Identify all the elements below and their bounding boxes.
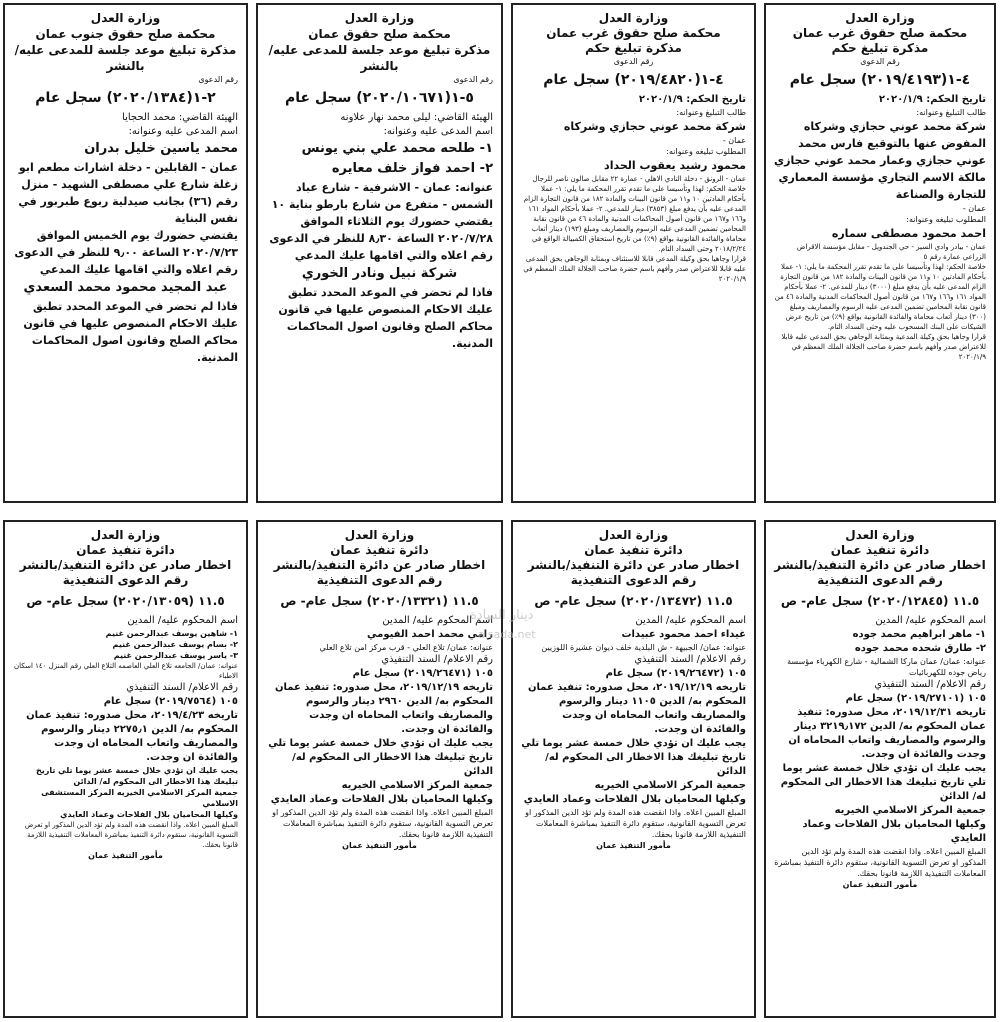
closing-text: المبلغ المبين اعلاه. واذا انقضت هذه المدة ولم تؤد الدين المذكور او تعرض التسوية القانونية، ستقوم دائرة التنفيذ بمباشرة المعاملات التنفيذية اللازمة قانونا بحقك. [24, 821, 238, 849]
case-label: رقم الدعوى التنفيذية [62, 573, 189, 587]
case-label: رقم الدعوى [198, 75, 238, 84]
officer: مأمور التنفيذ عمان [842, 880, 918, 889]
warning-text: يجب عليك ان تؤدي خلال خمسة عشر يوما تلي تاريخ تبليغك هذا الاخطار الى المحكوم له/ الدائن [521, 738, 746, 777]
ref-number: ١٠٥ (٢٠١٩/٧٥٦٤) سجل عام [103, 696, 238, 707]
creditor-name: جمعية المركز الاسلامي الخيريه [834, 805, 986, 816]
warning-text: يجب عليك ان تؤدي خلال خمسة عشر يوما تلي تاريخ تبليغك هذا الاخطار الى المحكوم له/ الدائن [268, 738, 493, 777]
notice-judgment-west-amman-1 [764, 3, 996, 503]
notice-subject: مذكرة تبليغ موعد جلسة للمدعى عليه/بالنشر [268, 43, 491, 73]
judgment-footer: قرارا وجاهيا بحق وكيلة المدعي قابلا للاستئناف وبمثابة الوجاهي بحق المدعى عليه قابلا للاعتراض صدر وأفهم باسم حضرة صاحب الجلالة الملك المعظم في ٢٠٢٠/١/٩ [523, 255, 746, 283]
notified-label: المطلوب تبليغه وعنوانه: [906, 215, 986, 224]
case-number: ٢-١(٢٠٢٠/١٣٨٤) سجل عام [35, 90, 216, 106]
watermark-arabic: دينار السادة [470, 608, 534, 623]
closing-text: المبلغ المبين اعلاه. واذا انقضت هذه المدة ولم تؤد الدين المذكور او تعرض التسوية القانونية، ستقوم دائرة التنفيذ بمباشرة المعاملات التنفيذية اللازمة قانونا بحقك. [774, 847, 986, 878]
debt-details: تاريخه ٢٠١٩/١٢/١٩، محل صدوره: تنفيذ عمان المحكوم به/ الدين ٢٩٦٠ دينار والرسوم والمصاريف واتعاب المحاماه ان وجدت والفائدة ان وجدت. [274, 682, 493, 735]
case-number: ١١.٥ (٢٠٢٠/١٣٣٢١) سجل عام- ص [280, 594, 479, 608]
requesting-party: شركة محمد عوني حجازي وشركاه المفوض عنها بالتوقيع فارس محمد عوني حجازي وعمار محمد عوني حجازي مالكة الاسم التجاري مؤسسة المعماري للتجارة والصناعة [774, 120, 986, 201]
ministry-title: وزارة العدل [598, 11, 669, 25]
debtor-name: غيداء احمد محمود عبيدات [621, 629, 746, 640]
department-name: دائرة تنفيذ عمان [584, 543, 683, 557]
ref-label: رقم الاعلام/ السند التنفيذي [381, 654, 493, 665]
case-label: رقم الدعوى التنفيذية [316, 573, 443, 587]
ministry-title: وزارة العدل [845, 11, 915, 25]
case-label: رقم الدعوى التنفيذية [570, 573, 697, 587]
case-number: ١١.٥ (٢٠٢٠/١٣٠٥٩) سجل عام- ص [26, 594, 225, 608]
notified-address: عمان - الرونق - دخلة النادي الاهلي - عمارة ٢٢ مقابل صالون ناصر للرجال [532, 175, 746, 183]
case-label: رقم الدعوى التنفيذية [817, 573, 943, 587]
address-label: عمان - [962, 204, 986, 213]
notified-name: محمود رشيد يعقوب الحداد [604, 159, 746, 172]
case-number: ١١.٥ (٢٠٢٠/١٢٨٤٥) سجل عام- ص [780, 594, 980, 608]
creditor-name: جمعية المركز الاسلامي الخيريه المركز المستشفى الاسلامي [41, 788, 238, 808]
judge: الهيئة القاضي: محمد الحجايا [122, 112, 238, 123]
ref-number: ١٠٥ (٢٠١٩/٢٧١٠١) سجل عام [845, 693, 986, 704]
debtor-address: عنوانه: عمان/ الجامعه تلاع العلي العاصمه التلاع العلي رقم المنزل ١٤٠ اسكان الاطباء [13, 662, 238, 680]
defendant-name: محمد ياسين خليل بدران [84, 141, 238, 156]
notice-subject: اخطار صادر عن دائرة التنفيذ/بالنشر [527, 558, 740, 572]
debtor-address: عنوانه: عمان/ الجبيهة - ش البلدية خلف ديوان عشيرة اللوزيين [541, 643, 746, 652]
judgment-date: تاريخ الحكم: ٢٠٢٠/١/٩ [638, 94, 746, 105]
case-label: رقم الدعوى [453, 75, 493, 84]
court-name: محكمة صلح حقوق جنوب عمان [35, 27, 216, 41]
case-number: ٤-١(٢٠١٩/٤١٩٣) سجل عام [789, 72, 971, 88]
department-name: دائرة تنفيذ عمان [330, 543, 429, 557]
hearing-text: يقتضي حضورك يوم الخميس الموافق ٢٠٢٠/٧/٢٣ الساعة ٩٫٠٠ للنظر في الدعوى رقم اعلاه والتي اقامها عليك المدعي [14, 229, 238, 276]
debt-details: تاريخه ٢٠١٩/١٢/١٩، محل صدوره: تنفيذ عمان المحكوم به/ الدين ١١٠٥ دينار والرسوم والمصاريف واتعاب المحاماه ان وجدت والفائدة ان وجدت. [527, 682, 746, 735]
debtor-name: ١- شاهين يوسف عبدالرحمن غنيم [105, 629, 238, 638]
debtor-label: اسم المحكوم عليه/ المدين [382, 615, 493, 626]
notice-execution-2 [511, 520, 756, 1018]
defendant-address: عمان - القابلين - دخلة اشارات مطعم ابو زغلة شارع علي مصطفى الشهيد - منزل رقم (٣٦) بجانب صيدلية ربوع طبربور في نفس البناية [18, 161, 238, 225]
debtor-label: اسم المحكوم عليه/ المدين [635, 615, 746, 626]
notice-hearing-south-amman [3, 3, 248, 503]
ministry-title: وزارة العدل [90, 528, 161, 542]
warning-text: فاذا لم تحضر في الموعد المحدد تطبق عليك الاحكام المنصوص عليها في قانون محاكم الصلح وقانون اصول المحاكمات المدنية. [278, 286, 493, 350]
closing-text: المبلغ المبين اعلاه. واذا انقضت هذه المدة ولم تؤد الدين المذكور او تعرض التسوية القانونية، ستقوم دائرة التنفيذ بمباشرة المعاملات التنفيذية اللازمة قانونا بحقك. [525, 808, 746, 839]
case-number: ٥-١(٢٠٢٠/١٠٦٧١) سجل عام [285, 90, 474, 106]
notified-name: احمد محمود مصطفى سماره [831, 227, 986, 240]
closing-text: المبلغ المبين اعلاه. واذا انقضت هذه المدة ولم تؤد الدين المذكور او تعرض التسوية القانونية، ستقوم دائرة التنفيذ بمباشرة المعاملات التنفيذية اللازمة قانونا بحقك. [272, 808, 493, 839]
officer: مأمور التنفيذ عمان [342, 841, 417, 850]
ref-label: رقم الاعلام/ السند التنفيذي [874, 679, 986, 690]
notified-address: عمان - بيادر وادي السير - حي الجندويل - مقابل مؤسسة الاقراض الزراعي عمارة رقم ٥ [796, 243, 986, 261]
ministry-title: وزارة العدل [845, 528, 915, 542]
debtor-label: اسم المحكوم عليه/ المدين [875, 615, 986, 626]
debtor-name: ٢- بسام يوسف عبدالرحمن غنيم [112, 640, 238, 649]
debtor-name: ٢- طارق شحده محمد جوده [854, 643, 986, 654]
debtor-name: ٣- ياسر يوسف عبدالرحمن غنيم [113, 651, 238, 660]
department-name: دائرة تنفيذ عمان [76, 543, 175, 557]
case-label: رقم الدعوى [860, 57, 900, 66]
notice-subject: مذكرة تبليغ حكم [831, 41, 929, 55]
ministry-title: وزارة العدل [344, 11, 415, 25]
address-label: عمان - [722, 136, 746, 145]
court-name: محكمة صلح حقوق غرب عمان [792, 26, 968, 40]
warning-text: فاذا لم تحضر في الموعد المحدد تطبق عليك الاحكام المنصوص عليها في قانون محاكم الصلح وقانون اصول المحاكمات المدنية. [23, 300, 238, 364]
ref-label: رقم الاعلام/ السند التنفيذي [634, 654, 746, 665]
notified-label: المطلوب تبليغه وعنوانه: [666, 147, 746, 156]
lawyers: وكيلها المحاميان بلال الفلاحات وعماد العايدي [523, 794, 746, 805]
watermark-latin: alsada.net [478, 628, 536, 641]
judgment-body: خلاصة الحكم: لهذا وتأسيسا على ما تقدم تقرر المحكمة ما يلي: ١- عملا بأحكام المادتين ١٠ و١١ من قانون البينات والمادة ١٨٢ من قانون التجارة الزام المدعى عليه بأن يدفع مبلغ (٣٠٠٠) دينار للمدعي. ٢- عملا بأحكام المواد ١٦١ و١٦٦ و١٦٧ من قانون أصول المحاكمات المدنية والمادة ٤٦ من قانون نقابة المحامين تضمين المدعى عليه الرسوم والمصاريف ومبلغ (٣٠٠) دينار أتعاب محاماة والفائدة القانونية بواقع (٩٪) من تاريخ عرض الشيكات على البنك المسحوب عليه وحتى السداد التام. [774, 263, 986, 331]
plaintiff-name: شركة نبيل ونادر الخوري [301, 266, 458, 281]
notice-execution-1 [764, 520, 996, 1018]
debtor-name: ١- ماهر ابراهيم محمد جوده [852, 629, 986, 640]
case-number: ١١.٥ (٢٠٢٠/١٣٤٧٢) سجل عام- ص [534, 594, 733, 608]
defendant-name: ١- طلحه محمد علي بني يونس [301, 141, 493, 156]
debtor-address: عنوانه: عمان/ تلاع العلي - قرب مركز امن تلاع العلي [319, 643, 493, 652]
parties-label: طالب التبليغ وعنوانه: [916, 108, 986, 117]
requesting-party: شركة محمد عوني حجازي وشركاه [563, 120, 746, 133]
officer: مأمور التنفيذ عمان [88, 851, 163, 860]
lawyers: وكيلها المحاميان بلال الفلاحات وعماد العايدي [270, 794, 493, 805]
warning-text: يجب عليك ان تؤدي خلال خمسة عشر يوما تلي تاريخ تبليغك هذا الاخطار الى المحكوم له/ الدائن [780, 763, 986, 802]
plaintiff-name: عبد المجيد محمود محمد السعدي [23, 280, 228, 295]
notice-subject: اخطار صادر عن دائرة التنفيذ/بالنشر [19, 558, 232, 572]
debt-details: تاريخه ٢٠١٩/٤/٢٣، محل صدوره: تنفيذ عمان المحكوم به/ الدين ٢٢٧٥٫١ دينار والرسوم والمصاريف واتعاب المحاماه ان وجدت والفائدة ان وجدت. [26, 710, 238, 763]
ref-number: ١٠٥ (٢٠١٩/٢٦٤٧٢) سجل عام [605, 668, 746, 679]
defendant-name: ٢- احمد فواز خلف معايره [331, 161, 493, 176]
notice-execution-3 [256, 520, 503, 1018]
case-number: ٤-١(٢٠١٩/٤٨٢٠) سجل عام [543, 72, 724, 88]
lawyers: وكيلها المحاميان بلال الفلاحات وعماد العايدي [60, 810, 238, 819]
case-label: رقم الدعوى [613, 57, 654, 66]
ref-number: ١٠٥ (٢٠١٩/٢٦٤٧١) سجل عام [352, 668, 493, 679]
department-name: دائرة تنفيذ عمان [830, 543, 930, 557]
defendants-label: اسم المدعى عليه وعنوانه: [383, 126, 493, 137]
creditor-name: جمعية المركز الاسلامي الخيريه [341, 780, 493, 791]
notice-subject: اخطار صادر عن دائرة التنفيذ/بالنشر [273, 558, 486, 572]
officer: مأمور التنفيذ عمان [596, 841, 671, 850]
notice-subject: مذكرة تبليغ حكم [585, 41, 682, 55]
court-name: محكمة صلح حقوق عمان [308, 27, 451, 41]
judgment-footer: قرارا وجاهيا بحق وكيلة المدعية وبمثابة الوجاهي بحق المدعى عليه قابلا للاعتراض صدر وأفهم باسم حضرة صاحب الجلالة الملك المعظم في ٢٠٢٠/١/٩ [781, 333, 986, 361]
defendant-address: عنوانه: عمان - الاشرفية - شارع عباد الشمس - متفرع من شارع بارطو بناية ١٠ [271, 181, 493, 211]
ref-label: رقم الاعلام/ السند التنفيذي [126, 682, 238, 693]
notice-subject: مذكرة تبليغ موعد جلسة للمدعى عليه/بالنشر [14, 43, 237, 73]
debtor-name: رامي محمد احمد الفيومي [367, 629, 493, 640]
debtor-address: عنوانه: عمان/ عمان ماركا الشمالية - شارع الكهرباء مؤسسة رياض جوده للكهربائيات [787, 657, 986, 677]
creditor-name: جمعية المركز الاسلامي الخيريه [594, 780, 746, 791]
warning-text: يجب عليك ان تؤدي خلال خمسة عشر يوما تلي تاريخ تبليغك هذا الاخطار الى المحكوم له/ الدائن [36, 766, 238, 786]
judgment-date: تاريخ الحكم: ٢٠٢٠/١/٩ [878, 94, 986, 105]
defendants-label: اسم المدعى عليه وعنوانه: [128, 126, 238, 137]
court-name: محكمة صلح حقوق غرب عمان [546, 26, 721, 40]
ministry-title: وزارة العدل [344, 528, 415, 542]
notice-hearing-amman [256, 3, 503, 503]
judgment-body: خلاصة الحكم: لهذا وتأسيسا على ما تقدم تقرر المحكمة ما يلي: ١- عملا بأحكام المادتين ١٠ و١١ من قانون البينات والمادة ١٨٢ من قانون التجارة الزام المدعى عليه بأن يدفع مبلغ (٣٨٥٣) دينار للمدعي. ٢- عملا بأحكام المواد ١٦١ و١٦٦ و١٦٧ من قانون أصول المحاكمات المدنية والمادة ٤٦ من قانون نقابة المحامين تضمين المدعى عليه الرسوم والمصاريف ومبلغ (١٩٣) دينار أتعاب محاماة والفائدة القانونية بواقع (٩٪) من تاريخ استحقاق الكمبيالة الواقع في ٢٠١٨/٢/٢٤ وحتى السداد التام. [523, 185, 746, 253]
debtor-label: اسم المحكوم عليه/ المدين [127, 615, 238, 626]
ministry-title: وزارة العدل [90, 11, 161, 25]
parties-label: طالب التبليغ وعنوانه: [676, 108, 746, 117]
hearing-text: يقتضي حضورك يوم الثلاثاء الموافق ٢٠٢٠/٧/٢٨ الساعة ٨٫٣٠ للنظر في الدعوى رقم اعلاه والتي اقامها عليك المدعي [269, 215, 493, 262]
notice-subject: اخطار صادر عن دائرة التنفيذ/بالنشر [774, 558, 986, 572]
notice-execution-4 [3, 520, 248, 1018]
lawyers: وكيلها المحاميان بلال الفلاحات وعماد العايدي [802, 819, 986, 844]
notice-judgment-west-amman-2 [511, 3, 756, 503]
debt-details: تاريخه ٢٠١٩/١٢/٣١، محل صدوره: تنفيذ عمان المحكوم به/ الدين ٣٢١٩٫١٧٢ دينار والرسوم والمصاريف واتعاب المحاماه ان وجدت والفائدة ان وجدت. [788, 707, 986, 760]
ministry-title: وزارة العدل [598, 528, 669, 542]
judge: الهيئة القاضي: ليلى محمد نهار علاونه [340, 112, 493, 123]
